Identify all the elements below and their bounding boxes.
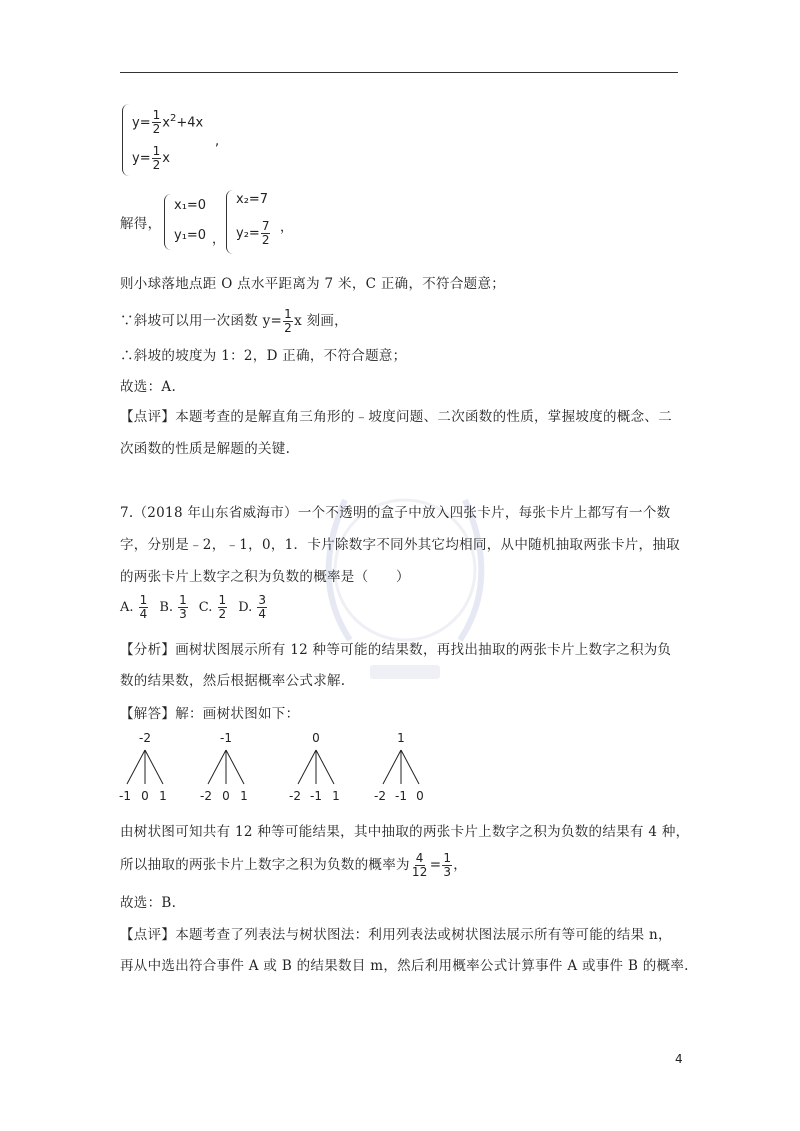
- system-brace: [122, 104, 129, 176]
- solve-intro: 解得，: [120, 216, 162, 232]
- tree-branch-2: [200, 731, 248, 803]
- tree-branch-1: [119, 731, 167, 803]
- analysis-line2: 数的结果数，然后根据概率公式求解.: [120, 673, 346, 689]
- solution-separator: ，: [212, 232, 226, 247]
- tree-root: -2: [139, 731, 151, 745]
- tree-branch-4: [374, 731, 424, 803]
- option-c: C. $\frac{1}{2}$: [198, 593, 227, 621]
- tree-leaf: -2: [289, 789, 301, 803]
- comment-q6-line2: 次函数的性质是解题的关键.: [120, 441, 291, 457]
- result-line2: 所以抽取的两张卡片上数字之积为负数的概率为 $\frac{4}{12}$ = $\frac{1}{3}$ ，: [120, 851, 468, 879]
- fraction: $\frac{1}{3}$: [443, 851, 452, 879]
- tree-branch-3: [289, 731, 340, 803]
- fraction: $\frac{1}{2}$: [284, 307, 293, 335]
- fraction: $\frac{7}{2}$: [261, 219, 270, 247]
- tree-leaf: 0: [416, 789, 424, 803]
- slope-statement: ∵斜坡可以用一次函数 y= $\frac{1}{2}$ x 刻画，: [120, 307, 348, 335]
- option-d: D. $\frac{3}{4}$: [238, 593, 267, 621]
- tree-root: 0: [312, 731, 320, 745]
- question7-line2: 字，分别是﹣2，﹣1，0，1．卡片除数字不同外其它均相同，从中随机抽取两张卡片，抽取: [120, 537, 680, 553]
- solution1-row1: x₁=0: [174, 198, 207, 213]
- ratio-statement: ∴斜坡的坡度为 1：2，D 正确，不符合题意；: [120, 348, 407, 364]
- solution2-row2: y₂= $\frac{7}{2}$: [236, 219, 270, 247]
- solution2-row1: x₂=7: [236, 192, 269, 207]
- system-row2: y= $\frac{1}{2}$ x: [132, 144, 170, 172]
- tree-leaf: -1: [395, 789, 407, 803]
- fraction: $\frac{1}{2}$: [152, 144, 161, 172]
- solution-trailing-comma: ，: [280, 220, 294, 235]
- question7-line3: 的两张卡片上数字之积为负数的概率是（ ）: [120, 569, 410, 585]
- solution1-brace: [164, 194, 171, 250]
- tree-leaf: -1: [310, 789, 322, 803]
- tree-leaf: 0: [141, 789, 149, 803]
- comment-q7-line2: 再从中选出符合事件 A 或 B 的结果数目 m，然后利用概率公式计算事件 A 或事件 B 的概率.: [120, 958, 689, 974]
- comment-q6-line1: 【点评】本题考查的是解直角三角形的﹣坡度问题、二次函数的性质，掌握坡度的概念、二: [120, 409, 672, 425]
- fraction: $\frac{4}{12}$: [411, 851, 428, 879]
- page-number: 4: [675, 1052, 683, 1066]
- answer-options: [120, 594, 268, 621]
- tree-leaf: 1: [159, 789, 167, 803]
- tree-leaf: 1: [240, 789, 248, 803]
- tree-root: 1: [397, 731, 405, 745]
- choice-q7: 故选：B.: [120, 895, 177, 911]
- system-row1: y= $\frac{1}{2}$ $x^2+4x$: [132, 108, 204, 137]
- option-b: B. $\frac{1}{3}$: [159, 593, 187, 621]
- solution1-row2: y₁=0: [174, 228, 207, 243]
- tree-leaf: -2: [200, 789, 212, 803]
- tree-leaf: 1: [332, 789, 340, 803]
- solution2-brace: [226, 190, 233, 254]
- choice-q6: 故选：A.: [120, 379, 177, 395]
- comment-q7-line1: 【点评】本题考查了列表法与树状图法：利用列表法或树状图法展示所有等可能的结果 n，: [120, 927, 672, 943]
- question7-line1: 7.（2018 年山东省威海市）一个不透明的盒子中放入四张卡片，每张卡片上都写有一个数: [120, 505, 671, 521]
- result-line1: 由树状图可知共有 12 种等可能结果，其中抽取的两张卡片上数字之积为负数的结果有 4 种，: [120, 824, 690, 840]
- fraction: $\frac{1}{2}$: [152, 108, 161, 137]
- option-a: A. $\frac{1}{4}$: [120, 593, 148, 621]
- analysis-line1: 【分析】画树状图展示所有 12 种等可能的结果数，再找出抽取的两张卡片上数字之积为负: [120, 642, 672, 658]
- header-rule: [120, 72, 678, 73]
- tree-root: -1: [220, 731, 232, 745]
- answer-intro: 【解答】解：画树状图如下：: [120, 706, 300, 722]
- distance-statement: 则小球落地点距 O 点水平距离为 7 米，C 正确，不符合题意；: [120, 276, 506, 292]
- tree-leaf: -2: [374, 789, 386, 803]
- tree-leaf: -1: [119, 789, 131, 803]
- tree-diagram: [115, 728, 435, 808]
- tree-leaf: 0: [222, 789, 230, 803]
- system-trailing-comma: ,: [215, 134, 220, 149]
